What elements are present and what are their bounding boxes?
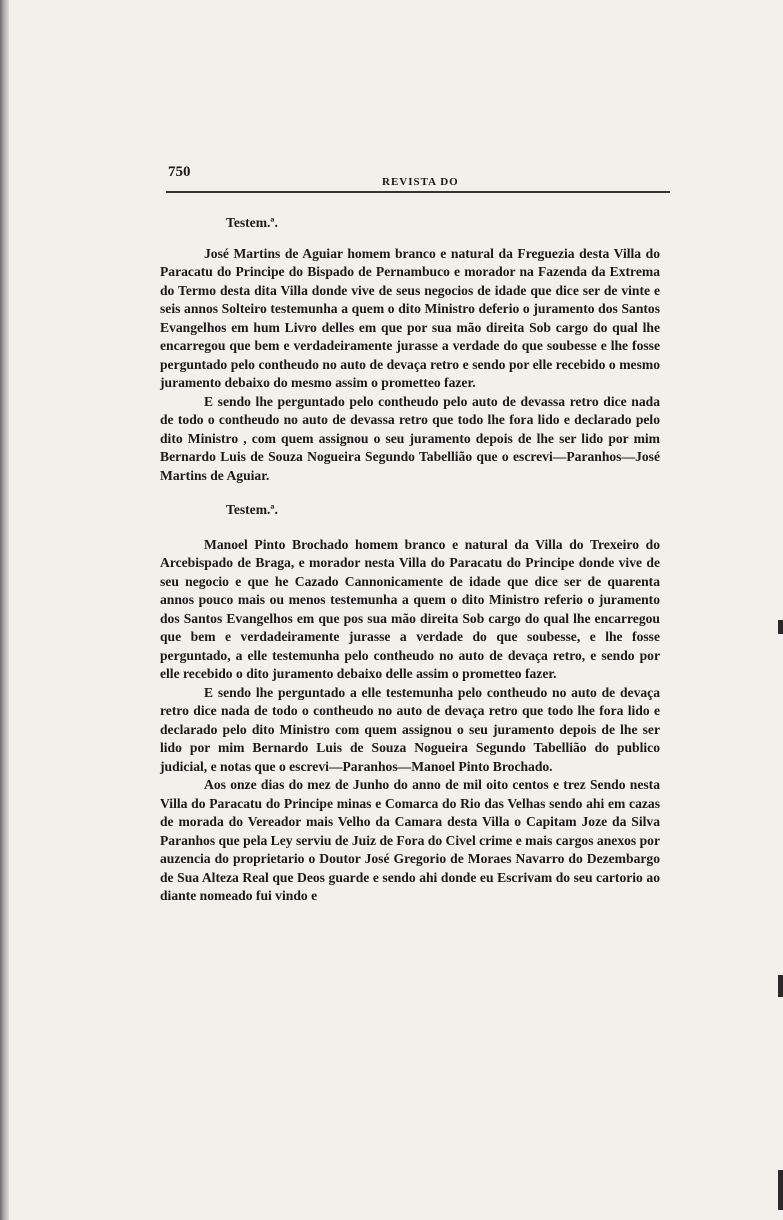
paragraph: José Martins de Aguiar homem branco e natural da Freguezia desta Villa do Paracatu do Principe do Bispado de Pernambuco e morador na Fazenda da Extrema do Termo desta dita Villa donde vive de seus negocios de idade que dice ser de vinte e seis annos Solteiro testemunha a quem o dito Ministro deferio o juramento dos Santos Evangelhos em hum Livro delles em que por sua mão direita Sob cargo do qual lhe encarregou que bem e verdadeiramente jurasse a verdade do que soubesse e lhe fosse perguntado pelo contheudo no auto de devaça retro e sendo por elle recebido o mesmo juramento debaixo do mesmo assim o prometteo fazer. — [160, 245, 660, 390]
scan-edge-mark — [778, 975, 783, 997]
section-heading: Testem.ª. — [226, 502, 278, 517]
paragraph: Aos onze dias do mez de Junho do anno de mil oito centos e trez Sendo nesta Villa do Paracatu do Principe minas e Comarca do Rio das Velhas sendo ahi em cazas de morada do Vereador mais Velho da Camara desta Villa o Capitam Joze da Silva Paranhos que pela Ley serviu de Juiz de Fora do Civel crime e mais cargos anexos por auzencia do proprietario o Doutor José Gregorio de Moraes Navarro do Dezembargo de Sua Alteza Real que Deos guarde e sendo ahi donde eu Escrivam do seu cartorio ao diante nomeado fui vindo e — [160, 777, 660, 903]
page-number: 750 — [168, 164, 191, 180]
paragraph: E sendo lhe perguntado a elle testemunha pelo contheudo no auto de devaça retro dice nada de todo o contheudo no auto de devaça retro que todo lhe fora lido e declarado pelo dito Ministro com quem assignou o seu juramento depois de lhe ser lido por mim Bernardo Luis de Souza Nogueira Segundo Tabellião do publico judicial, e notas que o escrevi—Paranhos—Manoel Pinto Brochado. — [160, 684, 660, 774]
scan-edge-mark — [778, 1170, 783, 1210]
paragraph: Manoel Pinto Brochado homem branco e natural da Villa do Trexeiro do Arcebispado de Braga, e morador nesta Villa do Paracatu do Principe donde vive de seu negocio e que he Cazado Cannonicamente de idade que dice ser de quarenta annos pouco mais ou menos testemunha a quem o dito Ministro referio o juramento dos Santos Evangelhos em que pos sua mão direita Sob cargo do qual lhe encarregou que bem e verdadeiramente jurasse a verdade do que soubesse, e lhe fosse perguntado, a elle testemunha pelo contheudo no auto de devaça retro, e sendo por elle recebido o dito juramento debaixo delle assim o prometteo fazer. — [160, 536, 660, 681]
scan-left-edge — [0, 0, 9, 1220]
scan-edge-mark — [778, 620, 783, 634]
section-heading: Testem.ª. — [226, 215, 278, 230]
running-head: REVISTA DO — [382, 176, 459, 188]
paragraph: E sendo lhe perguntado pelo contheudo pelo auto de devassa retro dice nada de todo o contheudo no auto de devassa retro que todo lhe fora lido e declarado pelo dito Ministro , com quem assignou o seu juramento depois de lhe ser lido por mim Bernardo Luis de Souza Nogueira Segundo Tabellião que o escrevi—Paranhos—José Martins de Aguiar. — [160, 393, 660, 483]
page-header — [166, 158, 670, 198]
body-text — [160, 214, 660, 906]
header-rule — [166, 191, 670, 193]
